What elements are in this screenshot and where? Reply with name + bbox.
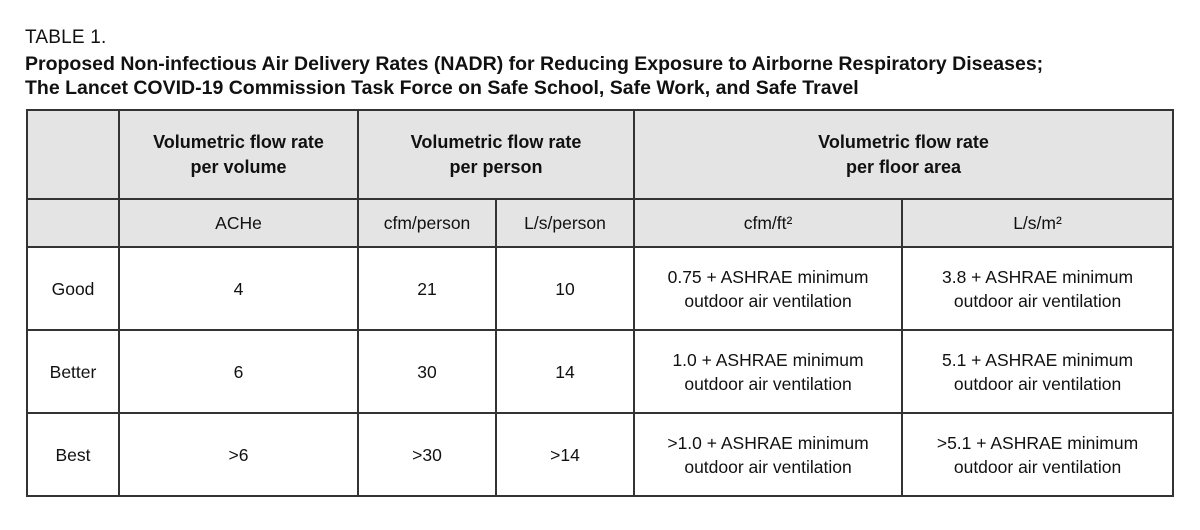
group-header-volume	[119, 110, 358, 199]
group-header-line: per person	[449, 156, 543, 177]
cell-ls-m2	[902, 247, 1173, 330]
unit-header-ache: ACHe	[119, 199, 358, 247]
cell-line: 5.1 + ASHRAE minimum	[941, 349, 1134, 370]
group-header-line: Volumetric flow rate	[153, 131, 324, 152]
group-header-line: per volume	[190, 156, 287, 177]
cell-cfm-person: 21	[358, 247, 496, 330]
table-title	[25, 52, 1185, 100]
group-header-area	[634, 110, 1173, 199]
cell-line: >5.1 + ASHRAE minimum	[936, 432, 1139, 453]
cell-cfm-ft2	[634, 247, 902, 330]
cell-line: 1.0 + ASHRAE minimum	[672, 349, 864, 370]
cell-ache: 4	[119, 247, 358, 330]
row-label: Better	[27, 330, 119, 413]
cell-cfm-ft2	[634, 330, 902, 413]
group-header-person	[358, 110, 634, 199]
group-header-line: Volumetric flow rate	[818, 131, 989, 152]
cell-ls-person: >14	[496, 413, 634, 496]
cell-cfm-person: >30	[358, 413, 496, 496]
unit-header-ls-person: L/s/person	[496, 199, 634, 247]
cell-ache: >6	[119, 413, 358, 496]
nadr-table	[26, 109, 1174, 497]
cell-ls-m2	[902, 413, 1173, 496]
cell-cfm-ft2	[634, 413, 902, 496]
title-line-2: The Lancet COVID-19 Commission Task Force on Safe School, Safe Work, and Safe Travel	[25, 77, 859, 99]
cell-line: >1.0 + ASHRAE minimum	[667, 432, 869, 453]
cell-line: outdoor air ventilation	[953, 456, 1122, 477]
cell-ache: 6	[119, 330, 358, 413]
cell-line: outdoor air ventilation	[684, 456, 852, 477]
cell-line: outdoor air ventilation	[953, 290, 1122, 311]
group-header-line: per floor area	[846, 156, 962, 177]
cell-ls-m2	[902, 330, 1173, 413]
group-header-row	[27, 110, 1173, 199]
title-line-1: Proposed Non-infectious Air Delivery Rates (NADR) for Reducing Exposure to Airborne Respiratory Diseases;	[25, 53, 1044, 75]
unit-header-row	[27, 199, 1173, 247]
unit-header-cfm-ft2: cfm/ft²	[634, 199, 902, 247]
table-row	[27, 247, 1173, 330]
row-label: Best	[27, 413, 119, 496]
cell-line: outdoor air ventilation	[684, 290, 852, 311]
unit-header-ls-m2: L/s/m²	[902, 199, 1173, 247]
cell-line: 3.8 + ASHRAE minimum	[941, 266, 1134, 287]
cell-ls-person: 10	[496, 247, 634, 330]
corner-cell	[27, 199, 119, 247]
unit-header-cfm-person: cfm/person	[358, 199, 496, 247]
cell-cfm-person: 30	[358, 330, 496, 413]
corner-cell	[27, 110, 119, 199]
table-row	[27, 413, 1173, 496]
group-header-line: Volumetric flow rate	[410, 131, 582, 152]
table-label: TABLE 1.	[25, 27, 107, 48]
cell-line: outdoor air ventilation	[953, 373, 1122, 394]
cell-ls-person: 14	[496, 330, 634, 413]
cell-line: outdoor air ventilation	[684, 373, 852, 394]
row-label: Good	[27, 247, 119, 330]
cell-line: 0.75 + ASHRAE minimum	[667, 266, 869, 287]
table-row	[27, 330, 1173, 413]
